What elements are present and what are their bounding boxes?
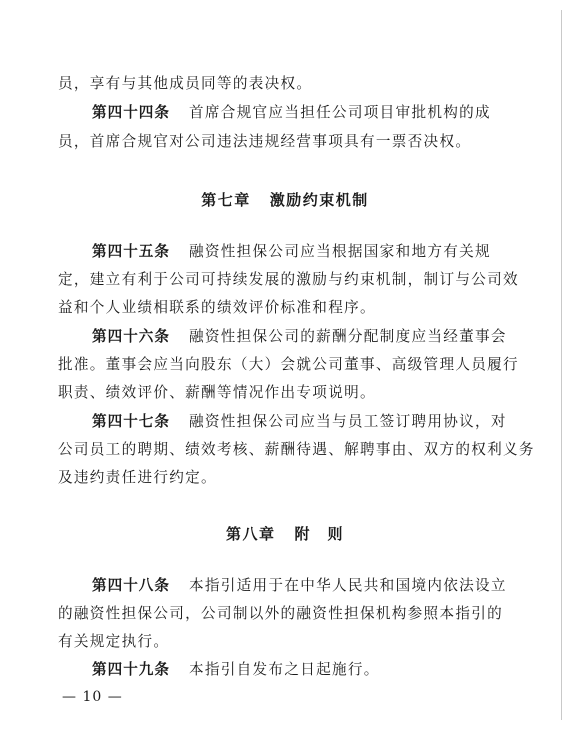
chapter-number: 第八章 <box>226 525 276 543</box>
article-44 <box>92 103 491 123</box>
text-line: 的融资性担保公司，公司制以外的融资性担保机构参照本指引的 <box>58 605 504 622</box>
text-line: 员，享有与其他成员同等的表决权。 <box>58 75 313 92</box>
text-line: 及违约责任进行约定。 <box>58 469 217 486</box>
text-line: 公司员工的聘期、绩效考核、薪酬待遇、解聘事由、双方的权利义务 <box>58 441 535 458</box>
article-48 <box>92 576 507 596</box>
page-edge-line <box>561 10 562 720</box>
article-number: 第四十九条 <box>92 661 170 678</box>
article-46 <box>92 327 507 347</box>
text-line: 益和个人业绩相联系的绩效评价标准和程序。 <box>58 299 376 316</box>
chapter-title: 激励约束机制 <box>269 191 369 209</box>
article-49 <box>92 660 380 680</box>
chapter-heading-7 <box>0 190 570 211</box>
article-number: 第四十七条 <box>92 413 170 430</box>
article-text: 融资性担保公司应当根据国家和地方有关规 <box>188 243 491 260</box>
text-line: 职责、绩效评价、薪酬等情况作出专项说明。 <box>58 384 376 401</box>
article-text: 融资性担保公司应当与员工签订聘用协议，对 <box>188 413 507 430</box>
article-text: 本指引自发布之日起施行。 <box>188 661 380 678</box>
article-45 <box>92 242 491 262</box>
article-number: 第四十八条 <box>92 577 170 594</box>
article-number: 第四十五条 <box>92 243 170 260</box>
chapter-heading-8 <box>0 524 570 545</box>
text-line: 批准。董事会应当向股东（大）会就公司董事、高级管理人员履行 <box>58 356 519 373</box>
article-47 <box>92 412 507 432</box>
chapter-number: 第七章 <box>201 191 251 209</box>
text-line: 定，建立有利于公司可持续发展的激励与约束机制，制订与公司效 <box>58 271 519 288</box>
text-line: 员，首席合规官对公司违法违规经营事项具有一票否决权。 <box>58 133 472 150</box>
article-text: 融资性担保公司的薪酬分配制度应当经董事会 <box>188 328 507 345</box>
page-number: — 10 — <box>62 689 123 705</box>
article-number: 第四十四条 <box>92 104 170 121</box>
chapter-title: 附 则 <box>294 525 344 543</box>
article-text: 本指引适用于在中华人民共和国境内依法设立 <box>188 577 507 594</box>
text-line: 有关规定执行。 <box>58 633 170 650</box>
article-number: 第四十六条 <box>92 328 170 345</box>
article-text: 首席合规官应当担任公司项目审批机构的成 <box>188 104 491 121</box>
